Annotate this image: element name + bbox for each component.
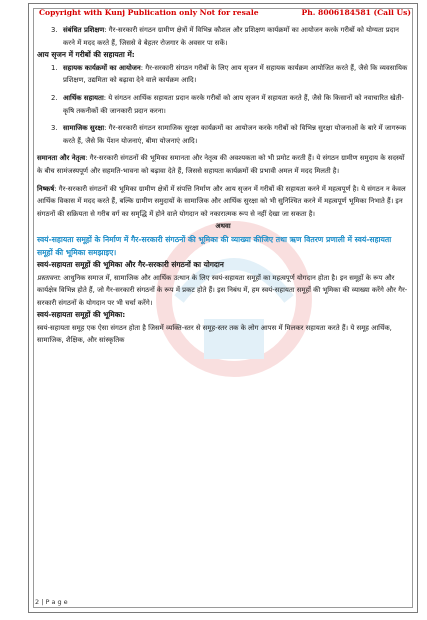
page-header — [39, 8, 411, 17]
contact-phone: Ph. 8006184581 (Call Us) — [301, 8, 411, 17]
list-item-heading: सामाजिक सुरक्षा — [63, 124, 105, 133]
paragraph-heading: निष्कर्ष — [37, 184, 55, 193]
paragraph-text: : गैर-सरकारी संगठनों की भूमिका समानता और नेतृत्व की अवश्यकता को भी प्रमोट करती हैं। ये संगठन ग्रामीण समुदाय के सदस्यों के बीच सामंजस्यपूर्ण और सहमति-भावना को बढ़ावा देते हैं, जिससे सहायता कार्यक्रमों की प्रभावी अमल में मदद मिलती है। — [37, 154, 405, 175]
list-number: 2. — [51, 93, 58, 102]
paragraph-text: : गैर-सरकारी संगठनों की भूमिका ग्रामीण क्षेत्रों में संपत्ति निर्माण और आय सृजन में गरीबों की सहायता करने में महत्वपूर्ण है। ये संगठन न केवल आर्थिक विकास में मदद करते हैं, बल्कि ग्रामीण समुदायों के सामाजिक और आर्थिक सुरक्षा को भी सुनिश्चित करने में महत्वपूर्ण भूमिका निभाते हैं। इन संगठनों की सक्रियता से गरीब वर्ग का समृद्धि में होने वाले योगदान को नकारात्मक रूप से नहीं देखा जा सकता है। — [37, 184, 406, 218]
list-item-text: : गैर-सरकारी संगठन ग्रामीण क्षेत्रों में विभिन्न कौशल और प्रशिक्षण कार्यक्रमों का आयोजन करके गरीबों को योग्यता प्रदान करने में मदद करते हैं, जिससे वे बेहतर रोजगार के अवसर पा सकें। — [63, 26, 399, 47]
intro-label: प्रस्तावना — [37, 273, 59, 282]
list-item — [37, 92, 409, 117]
list-item-heading: आर्थिक सहायता — [63, 93, 104, 102]
list-item — [37, 24, 409, 49]
question-text: स्वयं-सहायता समूहों के निर्माण में गैर-सरकारी संगठनों की भूमिका की व्याख्या कीजिए तथा ऋण वितरण प्रणाली में स्वयं-सहायता समूहों की भूमिका समझाइए। — [37, 234, 392, 257]
equality-paragraph — [37, 152, 409, 177]
role-heading: स्वयं-सहायता समूहों की भूमिका: — [37, 310, 126, 320]
intro-text: : आधुनिक समाज में, सामाजिक और आर्थिक उत्थान के लिए स्वयं-सहायता समूहों का महत्वपूर्ण योगदान होता है। इन समूहों के रूप और कार्यक्षेत्र विभिन्न होते हैं, जो गैर-सरकारी संगठनों के रूप में प्रकट होते हैं। इस निबंध में, हम स्वयं-सहायता समूहों की भूमिका की व्याख्या करेंगे और गैर-सरकारी संगठनों के योगदान पर भी चर्चा करेंगे। — [37, 273, 408, 307]
conclusion-paragraph — [37, 183, 409, 221]
page-content — [37, 24, 409, 347]
page-frame — [28, 3, 418, 613]
copyright-notice: Copyright with Kunj Publication only Not for resale — [39, 8, 259, 17]
list-item — [37, 122, 409, 147]
list-item-text: : गैर-सरकारी संगठन सामाजिक सुरक्षा कार्यक्रमों का आयोजन करके गरीबों को विभिन्न सुरक्षा योजनाओं के बारे में जागरूक करते हैं, जैसे कि पेंशन योजनाएं, बीमा योजनाएं आदि। — [63, 124, 407, 145]
intro-paragraph — [37, 272, 409, 310]
list-number: 1. — [51, 63, 58, 72]
list-number: 3. — [51, 124, 58, 133]
paragraph-heading: समानता और नेतृत्व — [37, 154, 86, 163]
role-paragraph: स्वयं-सहायता समूह एक ऐसा संगठन होता है जिसमें व्यक्ति-स्तर से समूह-स्तर तक के लोग आपस में मिलकर सहायता करते हैं। ये समूह आर्थिक, सामाजिक, शैक्षिक, और सांस्कृतिक — [37, 323, 392, 345]
list-item-heading: संबंधित प्रशिक्षण — [63, 26, 105, 34]
or-divider: अथवा — [215, 222, 231, 231]
list-item — [37, 62, 409, 87]
answer-title: स्वयं-सहायता समूहों की भूमिका और गैर-सरकारी संगठनों का योगदान — [37, 259, 224, 269]
list-item-heading: सहायक कार्यक्रमों का आयोजन — [63, 63, 141, 72]
section-heading: आय सृजन में गरीबों की सहायता में: — [37, 50, 135, 60]
list-item-text: : गैर-सरकारी संगठन गरीबों के लिए आय सृजन में सहायक कार्यक्रम आयोजित करते हैं, जैसे कि व्यवसायिक प्रशिक्षण, उद्यमिता को बढ़ावा देने वाले कार्यक्रम आदि। — [63, 63, 408, 85]
page-footer: 2 | P a g e — [35, 598, 68, 606]
list-number: 3. — [51, 26, 58, 34]
list-item-text: : ये संगठन आर्थिक सहायता प्रदान करके गरीबों को आय सृजन में सहायता करते हैं, जैसे कि किसानों को नवाचारित खेती-कृषि तकनीकों की जानकारी प्रदान करना। — [63, 93, 404, 115]
